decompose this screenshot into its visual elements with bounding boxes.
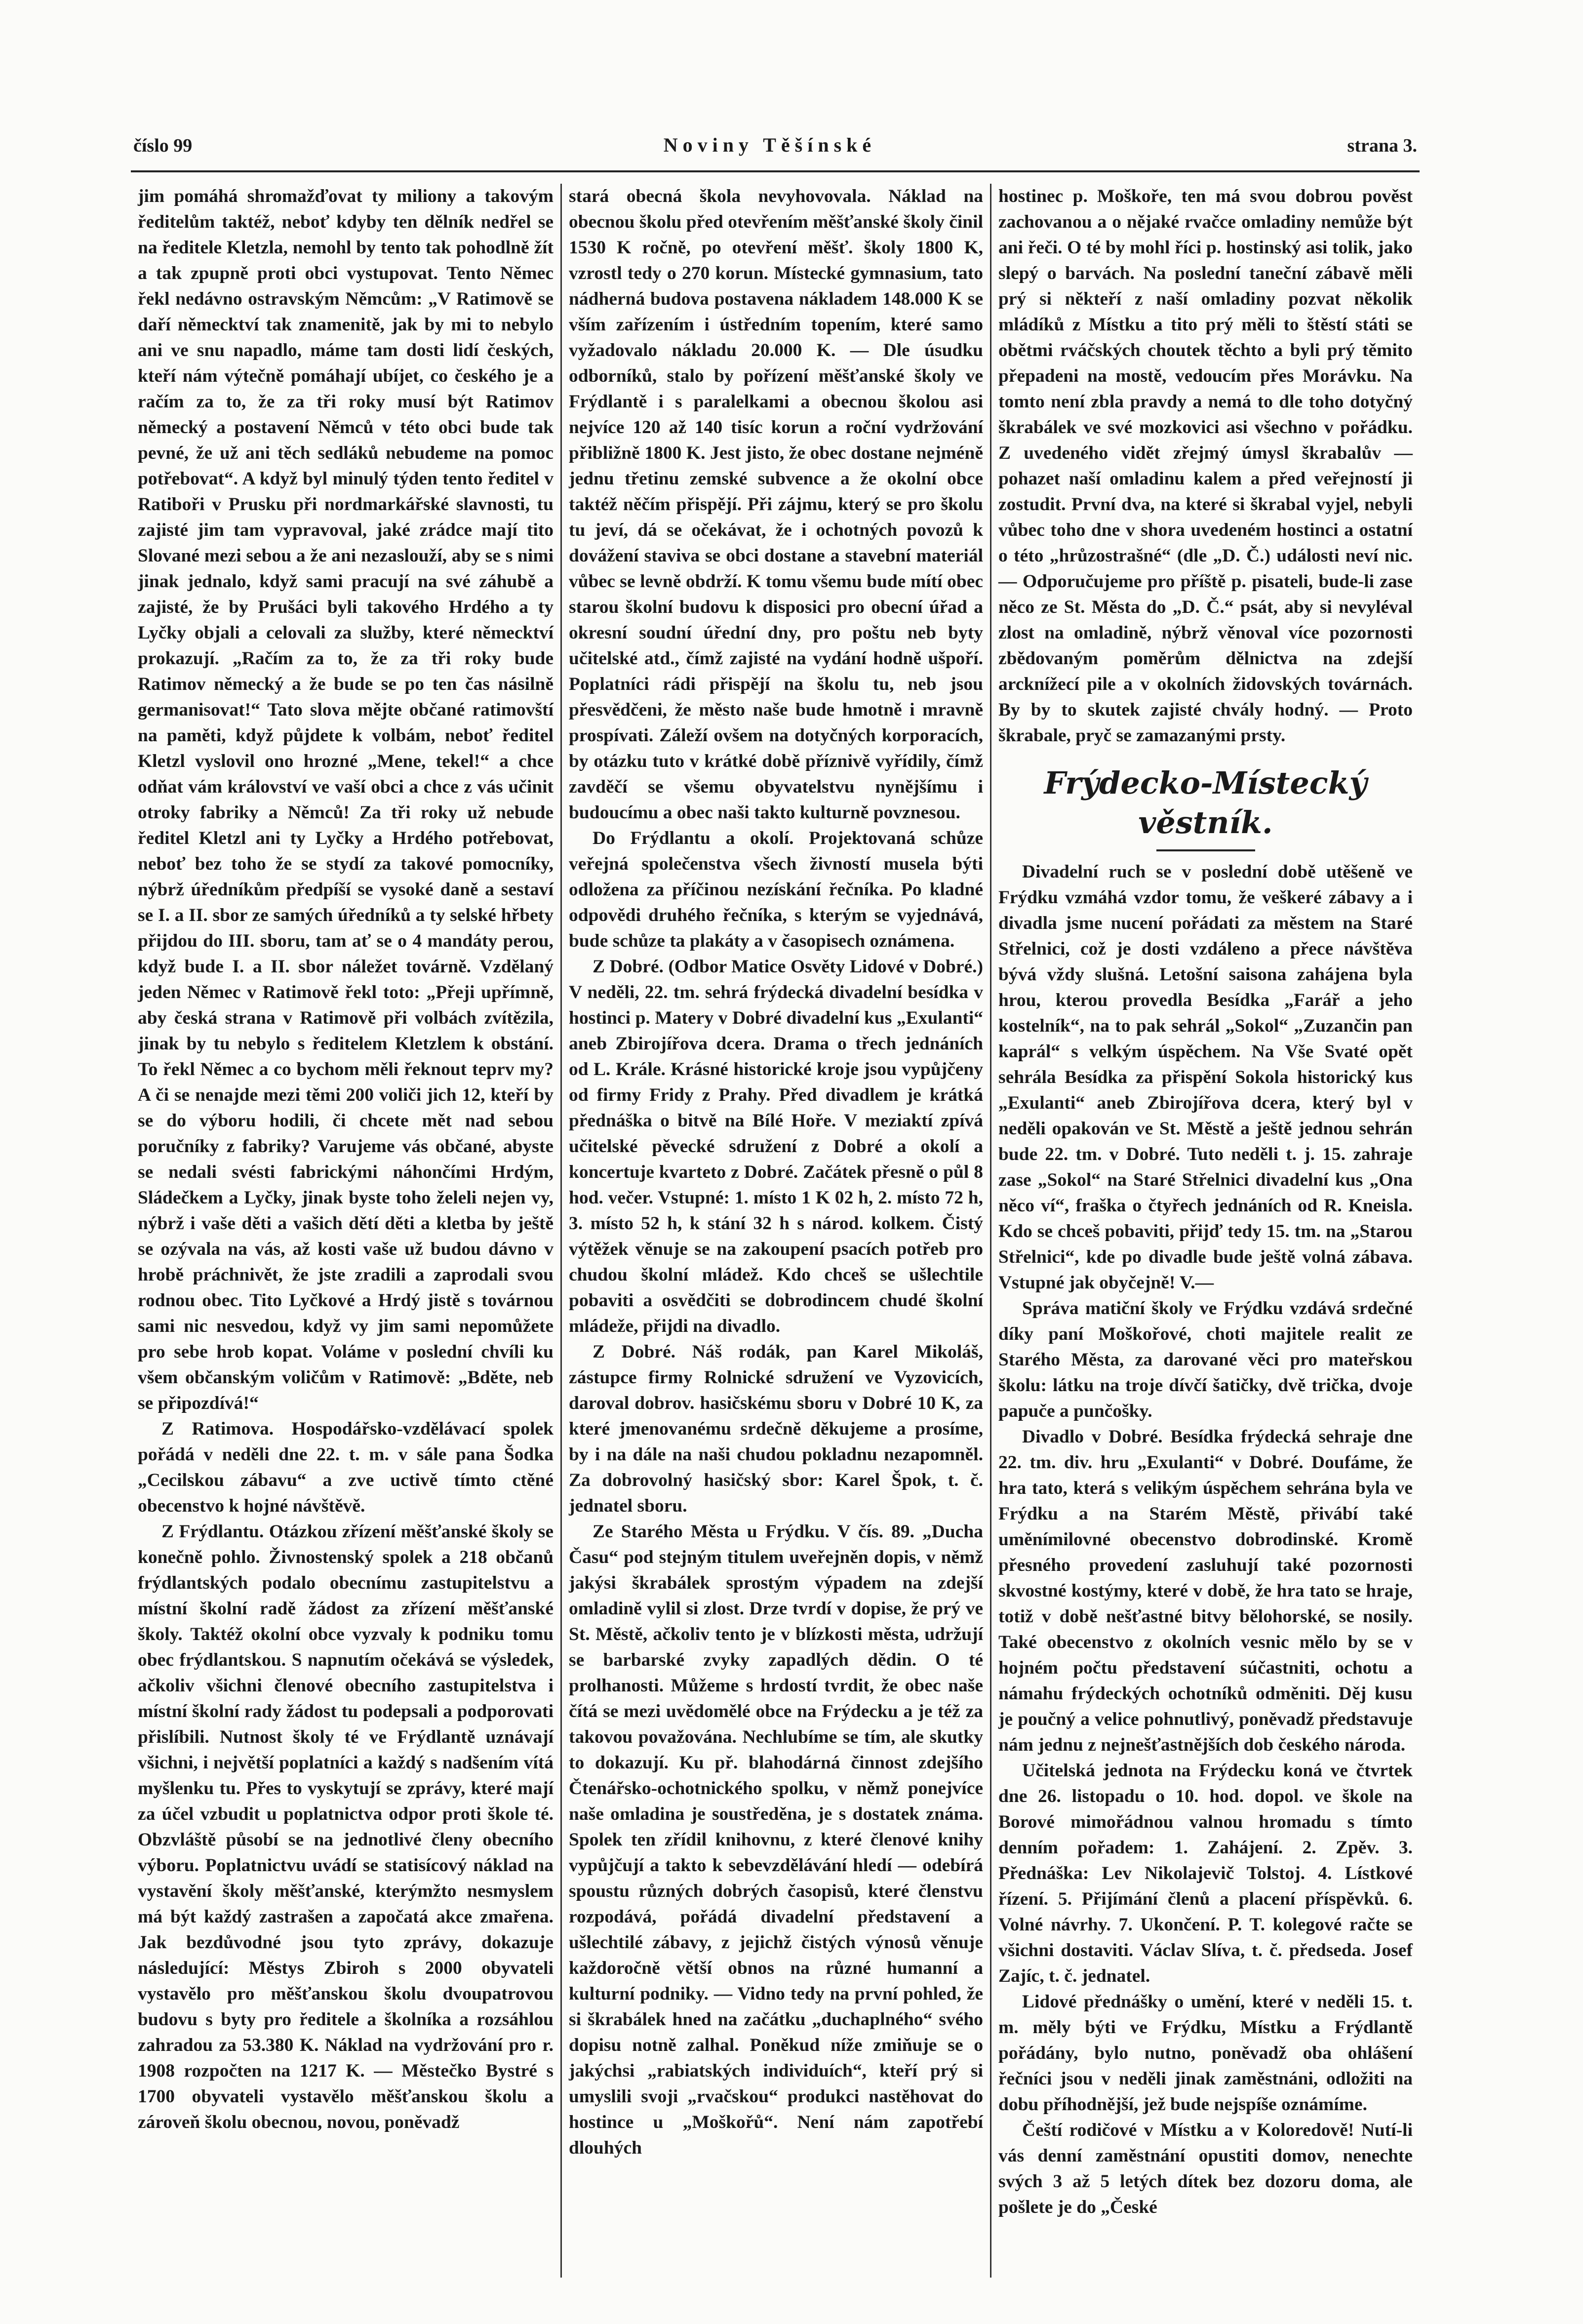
column-1	[131, 184, 560, 2278]
column-2	[560, 184, 990, 2278]
paragraph: Učitelská jednota na Frýdecku koná ve čtvrtek dne 26. listopadu o 10. hod. dopol. ve škole na Borové mimořádnou valnou hromadu s tímto denním pořadem: 1. Zahájení. 2. Zpěv. 3. Přednáška: Lev Nikolajevič Tolstoj. 4. Lístkové řízení. 5. Přijímání členů a placení příspěvků. 6. Volné návrhy. 7. Ukončení. P. T. kolegové račte se všichni dostaviti. Václav Slíva, t. č. předseda. Josef Zajíc, t. č. jednatel.	[998, 1761, 1413, 1986]
paragraph: Z Ratimova. Hospodářsko-vzdělávací spolek pořádá v neděli dne 22. t. m. v sále pana Šodka „Cecilskou zábavu“ a zve uctivě tímto ctěné obecenstvo k hojné návštěvě.	[138, 1419, 554, 1516]
paragraph: jim pomáhá shromažďovat ty miliony a takovým ředitelům taktéž, neboť kdyby ten dělník nedřel se na ředitele Kletzla, nemohl by tento tak pohodlně žít a tak zpupně proti obci vystupovat. Tento Němec řekl nedávno ostravským Němcům: „V Ratimově se daří německtví tak znamenitě, jak by mi to nebylo ani ve snu napadlo, máme tam dosti lidí českých, kteří nám výtečně pomáhají ubíjet, co českého je a račím za to, že za tři roky musí být Ratimov německý a postavení Němců v této obci bude tak pevné, že už ani těch sedláků nebudeme na pomoc potřebovat“. A když byl minulý týden tento ředitel v Ratiboři v Prusku při nordmarkářské slavnosti, tu zajisté jim tam vypravoval, jaké zrádce mají tito Slované mezi sebou a že ani nezaslouží, aby se s nimi jinak jednalo, když sami pracují na své záhubě a zajisté, že by Prušáci byli takového Hrdého a ty Lyčky objali a celovali za služby, které německtví prokazují. „Račím za to, že za tři roky bude Ratimov německý a že bude se po ten čas násilně germanisovat!“ Tato slova mějte občané ratimovští na paměti, když půjdete k volbám, neboť ředitel Kletzl vyslovil ono hrozné „Mene, tekel!“ a chce odňat vám království ve vaší obci a chce z vás učinit otroky fabriky a Němců! Za tři roky už nebude ředitel Kletzl ani ty Lyčky a Hrdého potřebovat, neboť bez toho že se stydí za takové pomocníky, nýbrž úředníkům předpíší se vysoké daně a sestaví se I. a II. sbor ze samých úředníků a ty selské hřbety přijdou do III. sboru, tam ať se o 4 mandáty perou, když bude I. a II. sbor náležet továrně. Vzdělaný jeden Němec v Ratimově řekl toto: „Přeji upřímně, aby česká strana v Ratimově při volbách zvítězila, jinak by tu nebylo s ředitelem Kletzlem k obstání. To řekl Němec a co bychom měli řeknout teprv my? A či se nenajde mezi těmi 200 voliči jich 12, kteří by se do výboru hodili, či chcete mět nad sebou poručníky z fabriky? Varujeme vás občané, abyste se nedali svésti fabrickými náhončími Hrdým, Sládečkem a Lyčky, jinak byste toho želeli nejen vy, nýbrž i vaše děti a vašich dětí děti a kletba by ještě se ozývala na vás, až kosti vaše už budou dávno v hrobě práchnivět, že jste zradili a zaprodali svou rodnou obec. Tito Lyčkové a Hrdý jistě s továrnou sami nic nesvedou, když vy jim sami nepomůžete pro sebe hrob kopat. Voláme v poslední chvíli ku všem občanským voličům v Ratimově: „Bděte, neb se připozdívá!“	[138, 186, 554, 1413]
paragraph: Divadelní ruch se v poslední době utěšeně ve Frýdku vzmáhá vzdor tomu, že veškeré zábavy a i divadla jsme nucení pořádati za městem na Staré Střelnici, což je dosti vzdáleno a přece návštěva bývá vždy slušná. Letošní saisona zahájena byla hrou, kterou provedla Besídka „Farář a jeho kostelník“, na to pak sehrál „Sokol“ „Zuzančin pan kaprál“ s velkým úspěchem. Na Vše Svaté opět sehrála Besídka za přispění Sokola historický kus „Exulanti“ aneb Zbirojířova dcera, který byl v neděli opakován ve St. Městě a ještě jednou sehrán bude 22. tm. v Dobré. Tuto neděli t. j. 15. zahraje zase „Sokol“ na Staré Střelnici divadelní kus „Ona něco ví“, fraška o čtyřech jednáních od R. Kneisla. Kdo se chceš pobaviti, přijď tedy 15. tm. na „Starou Střelnici“, kde po divadle bude ještě volná zábava. Vstupné jak obyčejně! V.—	[998, 862, 1413, 1293]
section-title: Frýdecko-Místecký věstník.	[1044, 765, 1367, 841]
issue-number: číslo 99	[133, 135, 193, 156]
page-number: strana 3.	[1347, 135, 1417, 156]
article-columns	[131, 184, 1420, 2278]
header-rule	[131, 170, 1420, 172]
paragraph: Divadlo v Dobré. Besídka frýdecká sehraje dne 22. tm. div. hru „Exulanti“ v Dobré. Doufáme, že hra tato, která s velikým úspěchem sehrána byla ve Frýdku a na Starém Městě, přivábí také uměnímilovné obecenstvo dobrodinské. Kromě přesného provedení zasluhují také pozornosti skvostné kostýmy, které v době, že hra tato se hraje, totiž v době nešťastné bitvy bělohorské, se nosily. Také obecenstvo z okolních vesnic mělo by se v hojném počtu představení súčastniti, ochotu a námahu frýdeckých ochotníků odměniti. Děj kusu je poučný a velice pohnutlivý, poněvadž představuje nám jednu z nejnešťastnějších dob českého národa.	[998, 1427, 1413, 1755]
page-header	[133, 133, 1417, 163]
paragraph: Správa matiční školy ve Frýdku vzdává srdečné díky paní Moškořové, choti majitele realit ze Starého Města, za darované věci pro mateřskou školu: látku na troje dívčí šatičky, dvě trička, dvoje papuče a punčošky.	[998, 1298, 1413, 1421]
paragraph: Z Dobré. Náš rodák, pan Karel Mikoláš, zástupce firmy Rolnické sdružení ve Vyzovicích, daroval dobrov. hasičskému sboru v Dobré 10 K, za které jmenovanému srdečně děkujeme a prosíme, by i na dále na naši chudou pokladnu nezapomněl. Za dobrovolný hasičský sbor: Karel Špok, t. č. jednatel sboru.	[569, 1342, 983, 1516]
paragraph: Z Frýdlantu. Otázkou zřízení měšťanské školy se konečně pohlo. Živnostenský spolek a 218 občanů frýdlantských podalo obecnímu zastupitelstvu a místní školní radě žádost za zřízení měšťanské školy. Taktéž okolní obce vyzvaly k podniku tomu obec frýdlantskou. S napnutím očekává se výsledek, ačkoliv všichni členové obecního zastupitelstva i místní školní rady žádost tu podepsali a podporovati přislíbili. Nutnost školy té ve Frýdlantě uznávají všichni, i největší poplatníci a každý s nadšením vítá myšlenku tu. Přes to vyskytují se zprávy, které mají za účel vzbudit u poplatnictva odpor proti škole té. Obzvláště působí se na jednotlivé členy obecního výboru. Poplatnictvu uvádí se statisícový náklad na vystavění školy měšťanské, kterýmžto nesmyslem má být každý zastrašen a započatá akce zmařena. Jak bezdůvodné jsou tyto zprávy, dokazuje následující: Městys Zbiroh s 2000 obyvateli vystavělo pro měšťanskou školu dvoupatrovou budovu s byty pro ředitele a školníka a rozsáhlou zahradou za 53.380 K. Náklad na vydržování pro r. 1908 rozpočten na 1217 K. — Městečko Bystré s 1700 obyvateli vystavělo měšťanskou školu a zároveň školu obecnou, novou, poněvadž	[138, 1522, 554, 2132]
paragraph: Z Dobré. (Odbor Matice Osvěty Lidové v Dobré.) V neděli, 22. tm. sehrá frýdecká divadelní besídka v hostinci p. Matery v Dobré divadelní kus „Exulanti“ aneb Zbirojířova dcera. Drama o třech jednáních od L. Krále. Krásné historické kroje jsou vypůjčeny od firmy Fridy z Prahy. Před divadlem je krátká přednáška o bitvě na Bílé Hoře. V meziaktí zpívá učitelské pěvecké sdružení z Dobré a okolí a koncertuje kvarteto z Dobré. Začátek přesně o půl 8 hod. večer. Vstupné: 1. místo 1 K 02 h, 2. místo 72 h, 3. místo 52 h, k stání 32 h s národ. kolkem. Čistý výtěžek věnuje se na zakoupení psacích potřeb pro chudou školní mládež. Kdo chceš se ušlechtile pobaviti a osvědčiti se dobrodincem chudé školní mládeže, přijdi na divadlo.	[569, 957, 983, 1336]
paragraph: Čeští rodičové v Místku a v Koloredově! Nutí-li vás denní zaměstnání opustiti domov, nenechte svých 3 až 5 letých dítek bez dozoru doma, ale pošlete je do „České	[998, 2120, 1413, 2217]
paragraph: hostinec p. Moškoře, ten má svou dobrou pověst zachovanou a o nějaké rvačce omladiny nemůže být ani řeči. O té by mohl říci p. hostinský asi tolik, jako slepý o barvách. Na poslední taneční zábavě měli prý si někteří z naší omladiny pozvat několik mládíků z Místku a tito prý měli to štěstí státi se obětmi rváčských choutek těchto a byli prý těmito přepadeni na mostě, vedoucím přes Morávku. Na tomto není zbla pravdy a nemá to dle toho dotyčný škrabálek ve své mozkovici asi všechno v pořádku. Z uvedeného vidět zřejmý úmysl škrabalův — pohazet naší omladinu kalem a před veřejností ji zostudit. První dva, na které si škrabal vyjel, nebyli vůbec toho dne v shora uvedeném hostinci a ostatní o této „hrůzostrašné“ (dle „D. Č.) události neví nic. — Odporučujeme pro příště p. pisateli, bude-li zase něco ze St. Města do „D. Č.“ psát, aby si nevyléval zlost na omladině, nýbrž věnoval více pozornosti zbědovaným poměrům dělnictva na zdejší arcknížecí pile a v okolních židovských továrnách. By by to skutek zajisté chvály hodný. — Proto škrabale, pryč se zamazanými prsty.	[998, 186, 1413, 746]
paragraph: Lidové přednášky o umění, které v neděli 15. t. m. měly býti ve Frýdku, Místku a Frýdlantě pořádány, bylo nutno, poněvadž oba ohlášení řečníci jsou v neděli jinak zaměstnáni, odložiti na dobu příhodnější, jež bude nejspíše oznámíme.	[998, 1992, 1413, 2115]
paragraph: stará obecná škola nevyhovovala. Náklad na obecnou školu před otevřením měšťanské školy činil 1530 K ročně, po otevření měšť. školy 1800 K, vzrostl tedy o 270 korun. Místecké gymnasium, tato nádherná budova postavena nákladem 148.000 K se vším zařízením i ústředním topením, které samo vyžadovalo nákladu 20.000 K. — Dle úsudku odborníků, stalo by pořízení měšťanské školy ve Frýdlantě i s paralelkami a obecnou školou asi nejvíce 120 až 140 tisíc korun a roční vydržování přibližně 1800 K. Jest jisto, že obec dostane nejméně jednu třetinu zemské subvence a že okolní obce taktéž něčím přispějí. Při zájmu, který se pro školu tu jeví, dá se očekávat, že i ochotných povozů k dovážení staviva se obci dostane a stavební materiál vůbec se levně obdrží. K tomu všemu bude mítí obec starou školní budovu k disposici pro obecní úřad a okresní soudní úřední dny, pro poštu neb byty učitelské atd., čímž zajisté na vydání hodně ušpoří. Poplatníci rádi přispějí na školu tu, neb jsou přesvědčeni, že město naše bude hmotně i mravně prospívati. Záleží ovšem na dotyčných korporacích, by otázku tuto v krátké době příznivě vyřídily, čímž zavděčí se všemu obyvatelstvu nynějšímu i budoucímu a obec naši takto kulturně povznesou.	[569, 186, 983, 823]
paragraph: Do Frýdlantu a okolí. Projektovaná schůze veřejná společenstva všech živností musela býti odložena za příčinou nezískání řečníka. Po kladné odpovědi druhého řečníka, s kterým se vyjednává, bude schůze ta plakáty a v časopisech oznámena.	[569, 828, 983, 951]
newspaper-title: Noviny Těšínské	[663, 134, 876, 156]
section-rule	[1156, 849, 1255, 851]
column-3	[990, 184, 1420, 2278]
paragraph: Ze Starého Města u Frýdku. V čís. 89. „Ducha Času“ pod stejným titulem uveřejněn dopis, v němž jakýsi škrabálek sprostým výpadem na zdejší omladině vylil si zlost. Drze tvrdí v dopise, že prý ve St. Městě, ačkoliv tento je v blízkosti města, udržují se barbarské zvyky zapadlých dědin. O té prolhanosti. Můžeme s hrdostí tvrdit, že obec naše čítá se mezi uvědomělé obce na Frýdecku a je též za takovou považována. Nechlubíme se tím, ale skutky to dokazují. Ku př. blahodárná činnost zdejšího Čtenářsko-ochotnického spolku, v němž ponejvíce naše omladina je soustředěna, je s dostatek známa. Spolek ten zřídil knihovnu, z které členové knihy vypůjčují a takto k sebevzdělávání hledí — odebírá spoustu různých dobrých časopisů, které členstvu rozpodává, pořádá divadelní představení a ušlechtilé zábavy, z jejichž čistých výnosů věnuje každoročně větší obnos na různé humanní a kulturní podniky. — Vidno tedy na první pohled, že si škrabálek hned na začátku „duchaplného“ svého dopisu notně zalhal. Poněkud níže zmiňuje se o jakýchsi „rabiatských individuích“, kteří prý si umyslili svoji „rvačskou“ produkci nastěhovat do hostince u „Moškořů“. Není nám zapotřebí dlouhých	[569, 1522, 983, 2158]
